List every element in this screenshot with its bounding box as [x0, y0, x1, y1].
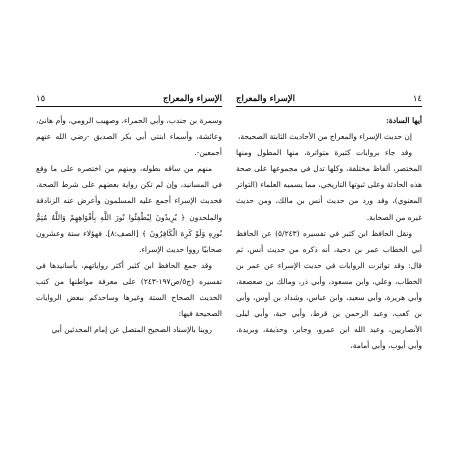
paragraph: وقد جمع الحافظ ابن كثير أكثر رواياتهم، بأسانيدها في تفسيره (ج٥/ص١٩٧-٢٤٣) على معرفة مواطنها من كتب الحديث الصحاح الستة وغيرها وساحدكم ببعض الروايات الصحيحة فيها:: [36, 260, 222, 319]
running-title: الإسراء والمعراج: [163, 93, 222, 104]
paragraph: منهم من ساقه بطوله، ومنهم من اختصره على ما وقع في المسانيد، وإن لم تكن رواية بعضهم على شرط الصحة، فحديث الإسراء أجمع عليه المسلمون وأعرض عنه الزنادقة والملحدون ﴿ يُرِيدُونَ لِيُطْفِئُوا نُورَ اللَّهِ بِأَفْوَاهِهِمْ وَاللَّهُ مُتِمُّ نُورِهِ وَلَوْ كَرِهَ الْكَافِرُونَ ﴾ [الصف:٨]. فهؤلاء ستة وعشرون صحابيًا رووا حديث الإسراء.: [36, 164, 222, 254]
page-body: [36, 113, 222, 338]
page-14: [236, 92, 422, 422]
page-header: [36, 92, 222, 107]
paragraph: وقد جاء بروايات كثيرة متواترة، منها المطول ومنها المختصر، ألفاظ مختلفة، وكلها تدل في مجموعها على صحة هذه الحادثة وعلى ثبوتها التاريخي، مما يسميه العلماء (التواتر المعنوي)، وقد ورد من حديث أنس بن مالك، ومن حديث غيره من الصحابة.: [236, 148, 422, 222]
page-body: [236, 113, 422, 354]
page-15: [36, 92, 222, 422]
paragraph: وسمرة بن جندب، وأبي الحمراء، وصهيب الرومي، وأم هانئ، وعائشة، وأسماء ابنتي أبي بكر الصديق -رضي الله عنهم أجمعين-.: [36, 116, 222, 158]
page-number: ١٤: [412, 93, 422, 104]
paragraph: روينا بالإسناد الصحيح المتصل عن إمام المحدثين أبي: [51, 325, 212, 335]
paragraph: إن حديث الإسراء والمعراج من الأحاديث الثابتة الصحيحة،: [237, 132, 412, 142]
paragraph: ونقل الحافظ ابن كثير في تفسيره (٥/٢٤٣) عن الحافظ أبي الخطاب عمر بن دحية، أنه ذكره من حديث أنس، ثم قال: وقد تواترت الروايات في حديث الإسراء عن عمر بن الخطاب، وعلي، وابن مسعود، وأبي ذر، ومالك بن صعصعة، وأبي هريرة، وأبي سعيد، وابن عباس، وشداد بن أوس، وأبي بن كعب، وعبد الرحمن بن قرط، وأبي حبة، وأبي ليلى الأنصاريين، وعبد الله ابن عمرو، وجابر، وحذيفة، وبريدة، وأبي أيوب، وأبي أمامة،: [236, 228, 422, 351]
section-heading: أيها السادة:: [386, 116, 422, 125]
page-header: [236, 92, 422, 107]
page-number: ١٥: [36, 93, 46, 104]
running-title: الإسراء والمعراج: [236, 93, 295, 104]
